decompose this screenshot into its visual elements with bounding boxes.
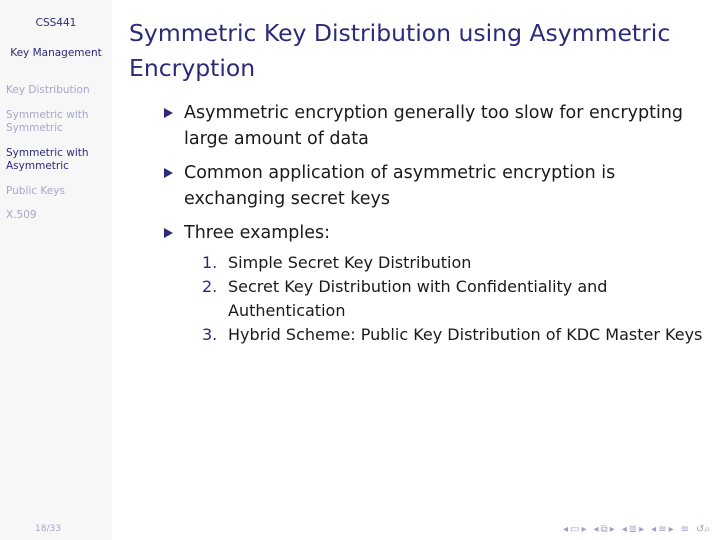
list-item [202, 251, 705, 275]
sidebar-item-key-distribution[interactable]: Key Distribution [6, 84, 90, 96]
section-prev-icon[interactable]: ◂ [621, 524, 627, 535]
section-next-icon[interactable]: ▸ [639, 524, 645, 535]
sidebar [0, 0, 112, 540]
bullet-item [160, 100, 705, 152]
list-number: 1. [202, 253, 218, 272]
course-code: CSS441 [35, 17, 77, 29]
document-icon: ≡ [658, 524, 667, 535]
subsection-nav [594, 524, 615, 536]
bullet-item [160, 160, 705, 212]
frame-icon: ▭ [570, 524, 580, 535]
list-number: 3. [202, 325, 218, 344]
list-item [202, 275, 705, 323]
doc-next-icon[interactable]: ▸ [668, 524, 674, 535]
beamer-navigation [563, 524, 710, 536]
page-number: 18/33 [35, 524, 61, 534]
search-icon[interactable]: ↺⌕ [696, 524, 710, 535]
align-icon[interactable]: ≡ [680, 524, 690, 535]
bullet-text: Three examples: [184, 223, 331, 243]
section-nav [6, 84, 110, 234]
bullet-text: Common application of asymmetric encryption is exchanging secret keys [184, 163, 616, 209]
triangle-bullet-icon [164, 108, 173, 118]
subsection-next-icon[interactable]: ▸ [609, 524, 615, 535]
lecture-title[interactable]: Key Management [10, 47, 102, 59]
list-item-text: Secret Key Distribution with Confidentiality and Authentication [228, 277, 608, 320]
list-item [202, 323, 705, 347]
subsection-icon: ⧉ [600, 524, 608, 535]
slide-title: Symmetric Key Distribution using Asymmetric Encryption [129, 19, 671, 82]
doc-prev-icon[interactable]: ◂ [651, 524, 657, 535]
sidebar-item-public-keys[interactable]: Public Keys [6, 184, 65, 197]
list-number: 2. [202, 277, 218, 296]
sidebar-item-symmetric-with-symmetric[interactable]: Symmetric with Symmetric [6, 108, 89, 134]
list-item-text: Hybrid Scheme: Public Key Distribution of KDC Master Keys [228, 325, 703, 344]
subsection-prev-icon[interactable]: ◂ [593, 524, 599, 535]
frame-nav [563, 524, 587, 536]
document-nav [651, 524, 673, 536]
triangle-bullet-icon [164, 228, 173, 238]
sidebar-item-symmetric-with-asymmetric[interactable]: Symmetric with Asymmetric [6, 146, 89, 172]
section-nav-icons [622, 524, 644, 536]
examples-list [184, 251, 705, 347]
frame-prev-icon[interactable]: ◂ [563, 524, 569, 535]
list-item-text: Simple Secret Key Distribution [228, 253, 472, 272]
frame-next-icon[interactable]: ▸ [581, 524, 587, 535]
bullet-item [160, 220, 705, 347]
bullet-text: Asymmetric encryption generally too slow for encrypting large amount of data [184, 103, 684, 149]
bullet-list [160, 100, 705, 355]
sidebar-item-x509[interactable]: X.509 [6, 209, 37, 221]
section-icon: ≣ [628, 524, 638, 535]
triangle-bullet-icon [164, 168, 173, 178]
